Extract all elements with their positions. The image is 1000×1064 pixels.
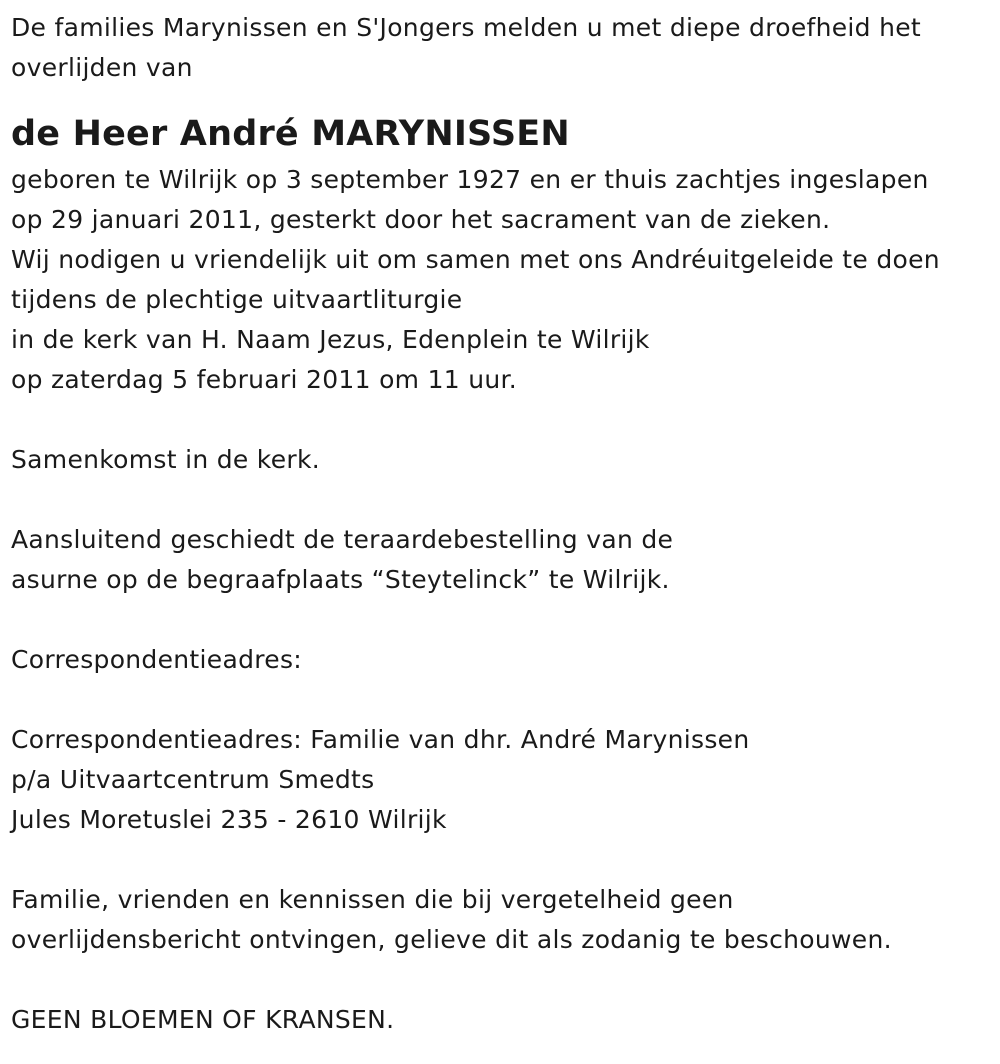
no-flowers-text: GEEN BLOEMEN OF KRANSEN. (11, 1005, 395, 1034)
correspondence-line-2: p/a Uitvaartcentrum Smedts (11, 765, 375, 794)
gathering-text: Samenkomst in de kerk. (11, 445, 320, 474)
correspondence-heading: Correspondentieadres: (11, 645, 303, 674)
intro-line-2: overlijden van (11, 53, 193, 82)
details-line-6: op zaterdag 5 februari 2011 om 11 uur. (11, 365, 518, 394)
details-line-1: geboren te Wilrijk op 3 september 1927 en er thuis zachtjes ingeslapen (11, 165, 929, 194)
spacer (11, 840, 1000, 880)
burial-line-2: asurne op de begraafplaats “Steytelinck” te Wilrijk. (11, 565, 670, 594)
closing-line-1: Familie, vrienden en kennissen die bij vergetelheid geen (11, 885, 734, 914)
spacer (11, 600, 1000, 640)
details-line-2: op 29 januari 2011, gesterkt door het sacrament van de zieken. (11, 205, 831, 234)
intro-line-1: De families Marynissen en S'Jongers melden u met diepe droefheid het (11, 13, 922, 42)
burial-line-1: Aansluitend geschiedt de teraardebestelling van de (11, 525, 674, 554)
spacer (11, 400, 1000, 440)
correspondence-line-3: Jules Moretuslei 235 - 2610 Wilrijk (11, 805, 447, 834)
details-line-4: tijdens de plechtige uitvaartliturgie (11, 285, 463, 314)
details-line-3: Wij nodigen u vriendelijk uit om samen met ons Andréuitgeleide te doen (11, 245, 940, 274)
spacer (11, 960, 1000, 1000)
spacer (11, 680, 1000, 720)
correspondence-line-1: Correspondentieadres: Familie van dhr. André Marynissen (11, 725, 750, 754)
closing-line-2: overlijdensbericht ontvingen, gelieve dit als zodanig te beschouwen. (11, 925, 892, 954)
deceased-name: de Heer André MARYNISSEN (11, 114, 570, 154)
spacer (11, 480, 1000, 520)
details-line-5: in de kerk van H. Naam Jezus, Edenplein te Wilrijk (11, 325, 650, 354)
